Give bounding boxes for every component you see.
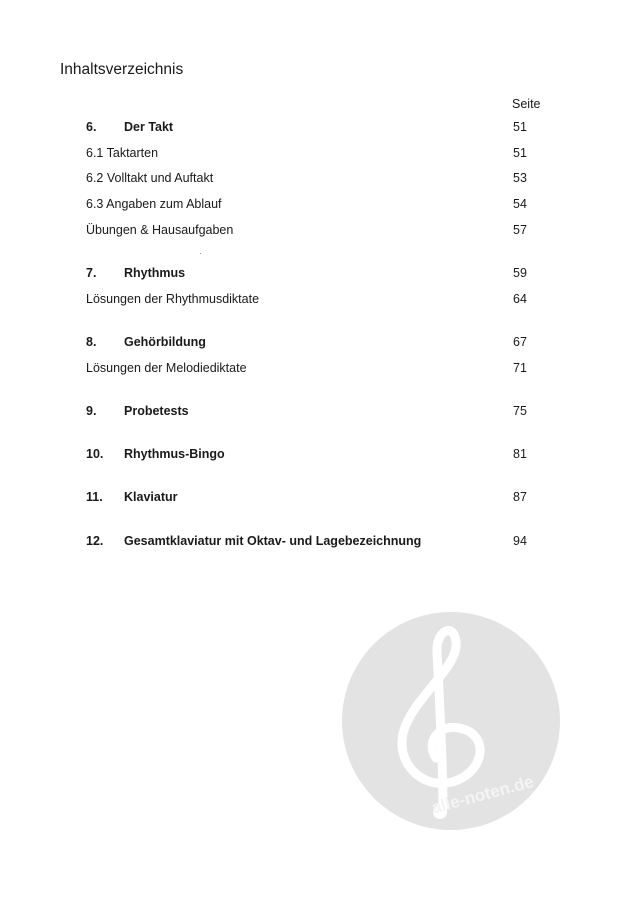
- entry-label: 6.3 Angaben zum Ablauf: [86, 197, 222, 211]
- entry-label: Klaviatur: [124, 490, 178, 504]
- entry-label: Gesamtklaviatur mit Oktav- und Lagebezeichnung: [124, 534, 422, 548]
- entry-number: 6.: [86, 120, 97, 134]
- watermark-logo: [342, 612, 560, 830]
- entry-label: Übungen & Hausaufgaben: [86, 223, 234, 237]
- toc-entry: [0, 171, 640, 189]
- entry-label: 6.2 Volltakt und Auftakt: [86, 171, 214, 185]
- toc-entry-chapter-7: [0, 266, 640, 284]
- toc-entry: [0, 223, 640, 241]
- entry-page: 94: [513, 534, 527, 548]
- entry-label: Rhythmus: [124, 266, 186, 280]
- entry-page: 57: [513, 223, 527, 237]
- toc-entry-chapter-11: [0, 490, 640, 508]
- entry-page: 64: [513, 292, 527, 306]
- entry-number: 11.: [86, 490, 103, 504]
- toc-entry-chapter-9: [0, 404, 640, 422]
- entry-label: Lösungen der Rhythmusdiktate: [86, 292, 260, 306]
- watermark-text: alle-noten.de: [429, 771, 536, 818]
- entry-page: 75: [513, 404, 527, 418]
- entry-page: 54: [513, 197, 527, 211]
- entry-page: 59: [513, 266, 527, 280]
- speck: [200, 253, 201, 254]
- entry-label: Rhythmus-Bingo: [124, 447, 225, 461]
- toc-entry-chapter-6: [0, 120, 640, 138]
- entry-label: Lösungen der Melodiediktate: [86, 361, 247, 375]
- entry-page: 51: [513, 146, 527, 160]
- entry-page: 67: [513, 335, 527, 349]
- entry-number: 10.: [86, 447, 104, 461]
- entry-label: Gehörbildung: [124, 335, 206, 349]
- entry-label: Der Takt: [124, 120, 174, 134]
- entry-label: 6.1 Taktarten: [86, 146, 159, 160]
- toc-entry-chapter-10: [0, 447, 640, 465]
- toc-entry: [0, 146, 640, 164]
- page-column-header: Seite: [512, 97, 541, 111]
- entry-number: 7.: [86, 266, 97, 280]
- entry-number: 8.: [86, 335, 97, 349]
- toc-entry: [0, 292, 640, 310]
- toc-entry: [0, 361, 640, 379]
- entry-number: 12.: [86, 534, 104, 548]
- entry-page: 81: [513, 447, 527, 461]
- entry-page: 87: [513, 490, 527, 504]
- entry-label: Probetests: [124, 404, 189, 418]
- entry-page: 53: [513, 171, 527, 185]
- entry-page: 71: [513, 361, 527, 375]
- toc-entry: [0, 197, 640, 215]
- entry-page: 51: [513, 120, 527, 134]
- entry-number: 9.: [86, 404, 97, 418]
- page-title: Inhaltsverzeichnis: [60, 61, 184, 78]
- toc-entry-chapter-12: [0, 534, 640, 552]
- toc-entry-chapter-8: [0, 335, 640, 353]
